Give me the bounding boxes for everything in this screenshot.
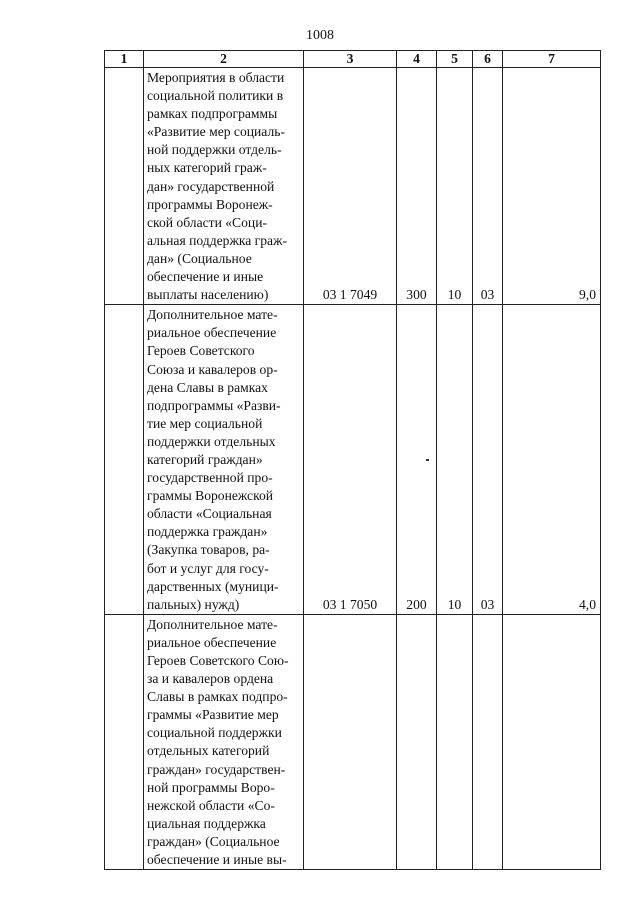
column-header: 6 [473, 51, 503, 68]
subsection-code: 03 [473, 68, 503, 305]
description-line: граммы «Развитие мер [147, 707, 279, 723]
column-header: 3 [304, 51, 397, 68]
description-line: граммы Воронежской [147, 488, 274, 504]
description-line: риальное обеспечение [147, 325, 277, 341]
description-line: программы Воронеж- [147, 196, 273, 212]
description-line: альная поддержка граж- [147, 232, 287, 248]
header-row [105, 51, 601, 68]
description-line: обеспечение и иные [147, 269, 264, 285]
page-number: 1008 [306, 28, 334, 43]
description-line: граждан» (Социальное [147, 833, 280, 849]
description-line: дена Славы в рамках [147, 379, 268, 395]
description-line: дан» (Социальное [147, 250, 252, 266]
description-line: обеспечение и иные вы- [147, 852, 287, 868]
description-line: ной программы Воро- [147, 779, 275, 795]
description-line: поддержки отдельных [147, 433, 276, 449]
row-index-cell [105, 305, 144, 615]
target-article-code: 03 1 7049 [304, 68, 397, 305]
description-line: категорий граждан» [147, 451, 263, 467]
expense-type-code: 300 [397, 68, 437, 305]
row-index-cell [105, 614, 144, 869]
subsection-code [473, 614, 503, 869]
description-line: «Развитие мер социаль- [147, 124, 285, 140]
description-line: рамках подпрограммы [147, 106, 278, 122]
description-line: ной поддержки отдель- [147, 142, 282, 158]
description-line: области «Социальная [147, 506, 272, 522]
column-header: 2 [144, 51, 304, 68]
amount-value: 4,0 [503, 305, 601, 615]
description-line: государственной про- [147, 470, 273, 486]
description-line: циальная поддержка [147, 815, 266, 831]
description-line: социальной политики в [147, 88, 284, 104]
description-line: за и кавалеров ордена [147, 671, 274, 687]
column-header: 5 [437, 51, 473, 68]
row-index-cell [105, 68, 144, 305]
expense-type-code: 200 [397, 305, 437, 615]
description-line: граждан» государствен- [147, 761, 286, 777]
description-cell [144, 305, 304, 615]
description-line: нежской области «Со- [147, 797, 275, 813]
amount-value [503, 614, 601, 869]
description-cell [144, 614, 304, 869]
description-line: отдельных категорий [147, 743, 270, 759]
column-header: 1 [105, 51, 144, 68]
description-line: Героев Советского [147, 343, 255, 359]
section-code [437, 614, 473, 869]
target-article-code [304, 614, 397, 869]
table-row [105, 305, 601, 615]
target-article-code: 03 1 7050 [304, 305, 397, 615]
description-line: выплаты населению) [147, 287, 269, 303]
description-line: социальной поддержки [147, 725, 282, 741]
column-header: 7 [503, 51, 601, 68]
description-line: поддержка граждан» [147, 524, 268, 540]
budget-table [104, 50, 601, 870]
description-line: тие мер социальной [147, 415, 263, 431]
section-code: 10 [437, 68, 473, 305]
description-line: бот и услуг для госу- [147, 560, 269, 576]
description-line: риальное обеспечение [147, 634, 277, 650]
description-line: Героев Советского Сою- [147, 653, 289, 668]
description-line: подпрограммы «Разви- [147, 397, 281, 413]
description-cell [144, 68, 304, 305]
description-line: Дополнительное мате- [147, 616, 278, 632]
subsection-code: 03 [473, 305, 503, 615]
description-line: Славы в рамках подпро- [147, 689, 288, 705]
table-row [105, 614, 601, 869]
scan-speck [426, 459, 429, 461]
section-code: 10 [437, 305, 473, 615]
amount-value: 9,0 [503, 68, 601, 305]
description-line: дан» государственной [147, 178, 275, 194]
description-line: Мероприятия в области [147, 70, 285, 85]
table-row [105, 68, 601, 305]
expense-type-code [397, 614, 437, 869]
column-header: 4 [397, 51, 437, 68]
description-line: Дополнительное мате- [147, 307, 278, 323]
description-line: Союза и кавалеров ор- [147, 361, 278, 377]
description-line: ных категорий граж- [147, 160, 267, 176]
description-line: пальных) нужд) [147, 596, 240, 612]
description-line: (Закупка товаров, ра- [147, 542, 270, 558]
description-line: дарственных (муници- [147, 578, 279, 594]
description-line: ской области «Соци- [147, 214, 267, 230]
